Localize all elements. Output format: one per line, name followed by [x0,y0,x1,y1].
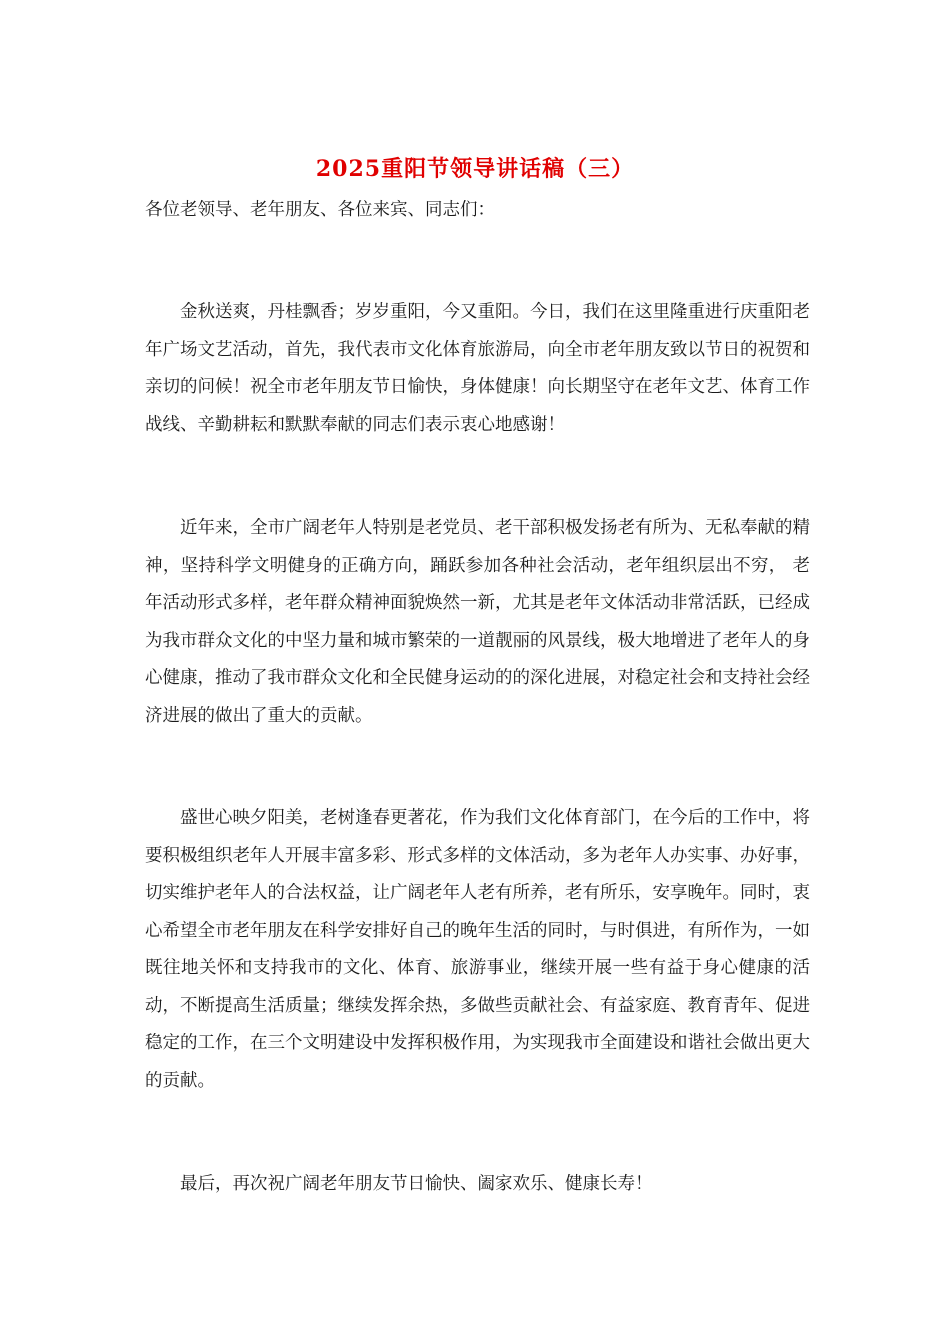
document-title: 2025重阳节领导讲话稿（三） [315,156,635,182]
paragraph-opening: 金秋送爽，丹桂飘香；岁岁重阳，今又重阳。今日，我们在这里隆重进行庆重阳老年广场文艺活动，首先，我代表市文化体育旅游局，向全市老年朋友致以节日的祝贺和亲切的问候！祝全市老年朋友节日愉快，身体健康！向长期坚守在老年文艺、体育工作战线、辛勤耕耘和默默奉献的同志们表示衷心地感谢！ [145,302,810,435]
paragraph-achievements: 近年来，全市广阔老年人特别是老党员、老干部积极发扬老有所为、无私奉献的精神，坚持科学文明健身的正确方向，踊跃参加各种社会活动，老年组织层出不穷， 老年活动形式多样，老年群众精神面貌焕然一新，尤其是老年文体活动非常活跃，已经成为我市群众文化的中坚力量和城市繁荣的一道靓丽的风景线，极大地增进了老年人的身心健康，推动了我市群众文化和全民健身运动的的深化进展，对稳定社会和支持社会经济进展的做出了重大的贡献。 [145,518,810,726]
salutation: 各位老领导、老年朋友、各位来宾、同志们： [145,200,495,220]
paragraph-future-work: 盛世心映夕阳美，老树逢春更著花，作为我们文化体育部门，在今后的工作中，将要积极组织老年人开展丰富多彩、形式多样的文体活动，多为老年人办实事、办好事，切实维护老年人的合法权益，让广阔老年人老有所养，老有所乐，安享晚年。同时，衷心希望全市老年朋友在科学安排好自己的晚年生活的同时，与时俱进，有所作为，一如既往地关怀和支持我市的文化、体育、旅游事业，继续开展一些有益于身心健康的活动，不断提高生活质量；继续发挥余热，多做些贡献社会、有益家庭、教育青年、促进稳定的工作，在三个文明建设中发挥积极作用，为实现我市全面建设和谐社会做出更大的贡献。 [145,808,810,1091]
paragraph-closing: 最后，再次祝广阔老年朋友节日愉快、阖家欢乐、健康长寿！ [180,1174,653,1194]
